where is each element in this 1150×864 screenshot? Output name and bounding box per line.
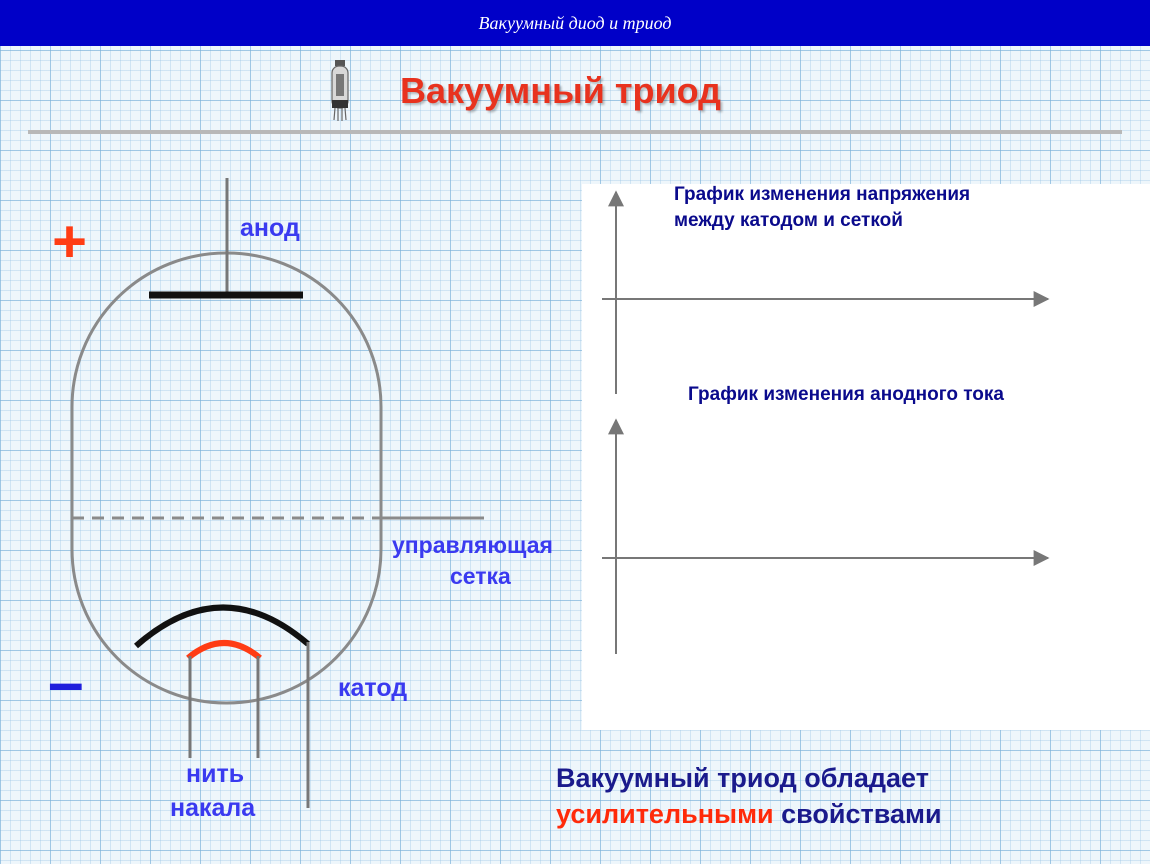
top-graph-title-line1: График изменения напряжения	[674, 184, 971, 205]
grid-label-line1: управляющая	[392, 532, 553, 558]
grid-label-line2: сетка	[450, 563, 511, 589]
conclusion-line2	[556, 796, 942, 832]
header-title: Вакуумный диод и триод	[478, 12, 672, 33]
tube-envelope	[72, 253, 381, 703]
top-graph-title-line2: между катодом и сеткой	[674, 210, 903, 231]
filament-arc	[188, 643, 260, 658]
conclusion-highlight: усилительными	[556, 799, 774, 829]
anode-label: анод	[240, 214, 300, 242]
cathode-label: катод	[338, 674, 408, 702]
filament-label-line1: нить	[186, 760, 245, 788]
top-graph-title	[674, 182, 970, 234]
minus-sign: –	[48, 646, 84, 718]
filament-label-line2: накала	[170, 794, 256, 822]
conclusion-text	[556, 760, 942, 832]
slide-title: Вакуумный триод	[400, 70, 721, 111]
bottom-graph-title: График изменения анодного тока	[688, 384, 1004, 405]
conclusion-line2-rest: свойствами	[773, 799, 942, 829]
plus-sign: +	[52, 208, 88, 275]
conclusion-line1: Вакуумный триод обладает	[556, 763, 929, 793]
